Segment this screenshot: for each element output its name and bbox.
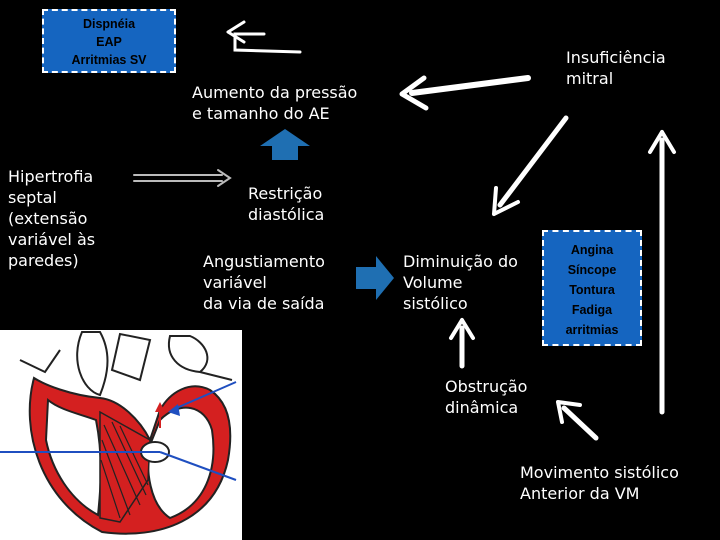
- dynamic-obstruction-label: Obstrução dinâmica: [445, 377, 528, 417]
- symptoms-right-callout: Angina Síncope Tontura Fadiga arritmias: [542, 230, 642, 346]
- symptoms-top-callout: Dispnéia EAP Arritmias SV: [42, 9, 176, 73]
- bent-arrow-icon: [228, 22, 300, 52]
- stroke-volume-label: Diminuição do Volume sistólico: [403, 252, 518, 313]
- diastolic-restriction-label: Restrição diastólica: [248, 184, 325, 224]
- sam-arrow: [558, 402, 596, 438]
- right-vertical-arrow: [650, 132, 674, 412]
- mitral-down-arrow: [494, 118, 566, 214]
- mitral-insufficiency-label: Insuficiência mitral: [566, 48, 666, 88]
- la-pressure-label: Aumento da pressão e tamanho do AE: [192, 83, 358, 123]
- blue-right-arrow-icon: [356, 256, 394, 300]
- obstruction-up-arrow: [451, 320, 473, 366]
- mitral-to-la-arrow: [402, 78, 528, 108]
- hypertrophy-to-restriction-arrow: [134, 170, 230, 186]
- sam-label: Movimento sistólico Anterior da VM: [520, 463, 679, 503]
- heart-illustration: [0, 330, 242, 540]
- septal-hypertrophy-label: Hipertrofia septal (extensão variável às paredes): [8, 167, 96, 270]
- blue-up-arrow-icon: [260, 129, 310, 160]
- outflow-narrowing-label: Angustiamento variável da via de saída: [203, 252, 325, 313]
